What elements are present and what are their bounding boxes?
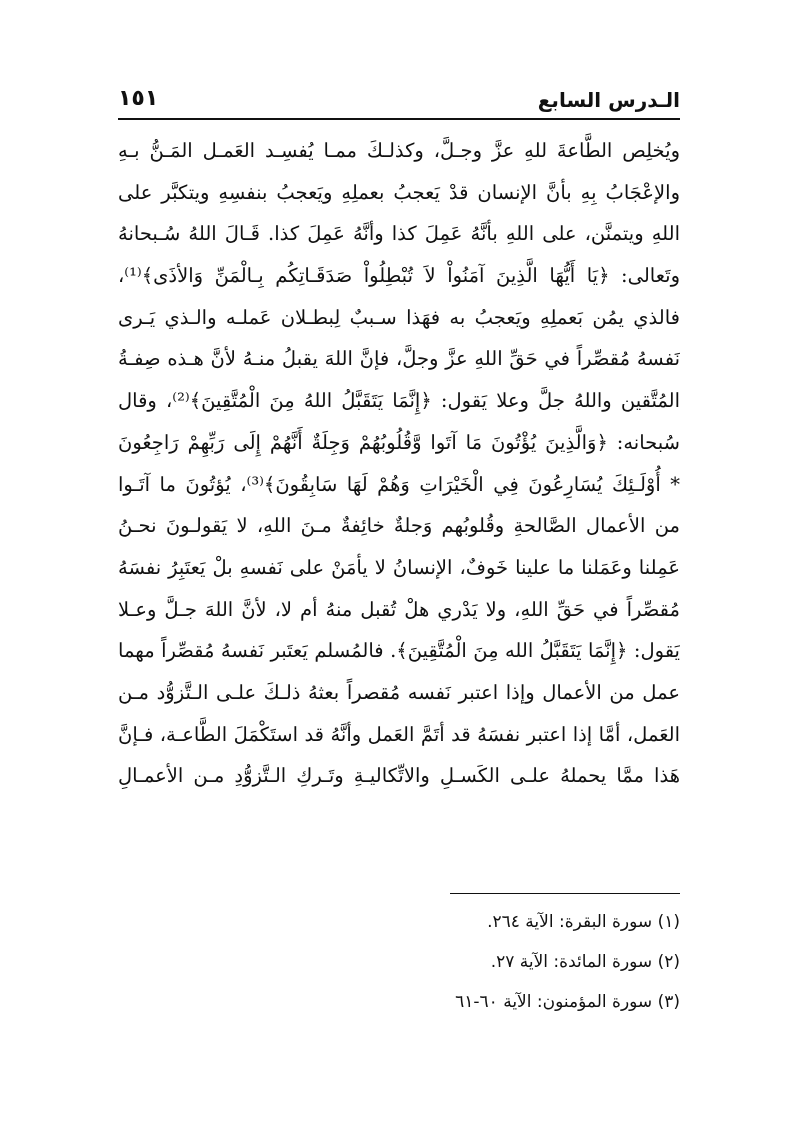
body-line: سُبحانه: ﴿وَالَّذِينَ يُؤْتُونَ مَا آتَوا وَّقُلُوبُهُمْ وَجِلَةٌ أَنَّهُمْ إِلَى رَبِّهِمْ رَاجِعُونَ [118, 430, 680, 454]
body-line: فالذي يمُن بَعملِهِ ويَعجبُ به فهَذا سـببٌ لِبطـلان عَملـه والـذي يَـرى [118, 305, 680, 329]
body-line: يَقول: ﴿إِنَّمَا يَتَقَبَّلُ الله مِنَ الْمُتَّقِينَ﴾. فالمُسلم يَعتَبر نَفسهُ مُقصِّراً مهما [118, 639, 680, 663]
body-line: والإعْجَابُ بِهِ بأنَّ الإنسان قدْ يَعجبُ بعملِهِ ويَعجبُ بنفسِهِ ويتكبَّر على [118, 180, 680, 204]
body-line: من الأعمال الصَّالحةِ وقُلوبُهم وَجلةٌ خائِفةٌ مـنَ اللهِ، لا يَقولـونَ نحـنُ [118, 514, 680, 538]
body-line: اللهِ ويتمنَّن، على اللهِ بأنَّهُ عَمِلَ كذا وأنَّهُ عَمِلَ كذا. قَـالَ اللهُ سُـبحانهُ [118, 222, 680, 246]
header-divider [118, 118, 680, 120]
body-line: عَمِلنا وعَمَلنا ما علينا خَوفٌ، الإنسانُ لا يأمَنْ على نَفسهِ بلْ يَعتَبِرُ نفسَهُ [118, 555, 680, 579]
body-line: * أُوْلَـئِكَ يُسَارِعُونَ فِي الْخَيْرَاتِ وَهُمْ لَهَا سَابِقُونَ﴾⁽³⁾، يُؤتُونَ ما آتَـوا [118, 472, 680, 496]
footnotes [118, 902, 680, 1022]
footnote: (١) سورة البقرة: الآية ٢٦٤. [487, 912, 680, 932]
body-line: وتَعالى: ﴿يَا أَيُّهَا الَّذِينَ آمَنُواْ لاَ تُبْطِلُواْ صَدَقَـاتِكُم بِـالْمَنِّ وَالأذَى﴾⁽¹⁾، [118, 264, 680, 288]
footnote: (٢) سورة المائدة: الآية ٢٧. [490, 952, 680, 972]
body-line: مُقصِّراً في حَقِّ اللهِ، ولا يَدْري هلْ تُقبل منهُ أم لا، لأنَّ اللهَ جـلَّ وعـلا [118, 597, 680, 621]
footnote-divider [450, 893, 680, 894]
page-number: ١٥١ [118, 86, 159, 111]
body-line: نَفسهُ مُقصِّراً في حَقِّ اللهِ عزَّ وجلَّ، فإنَّ اللهَ يقبلُ منـهُ لأنَّ هـذه صِفـةُ [118, 347, 680, 371]
body-text [118, 130, 680, 797]
body-line: هَذا ممَّا يحملهُ علـى الكَسـلِ والاتِّكاليـةِ وتَـركِ الـتَّزوُّدِ مـن الأعمـالِ [118, 764, 680, 788]
body-line: العَمل، أمَّا إذا اعتبر نفسَهُ قد أتَمَّ العَمل وأنَّهُ قد استَكْمَلَ الطَّاعـة، فـإنَّ [118, 722, 680, 746]
footnote: (٣) سورة المؤمنون: الآية ٦٠-٦١ [455, 992, 680, 1012]
running-header [118, 78, 680, 118]
body-line: ويُخلِص الطَّاعةَ للهِ عزَّ وجـلَّ، وكذلـكَ ممـا يُفسِـد العَمـل المَـنُّ بـهِ [118, 139, 680, 162]
body-line: عمل من الأعمال وإذا اعتبر نَفسه مُقصراً بعثهُ ذلـكَ علـى الـتَّزوُّد مـن [118, 680, 680, 704]
body-line: المُتَّقين واللهُ جلَّ وعلا يَقول: ﴿إِنَّمَا يَتَقَبَّلُ اللهُ مِنَ الْمُتَّقِينَ﴾⁽²⁾، وقال [118, 389, 680, 413]
chapter-title: الـدرس السابع [537, 88, 680, 112]
